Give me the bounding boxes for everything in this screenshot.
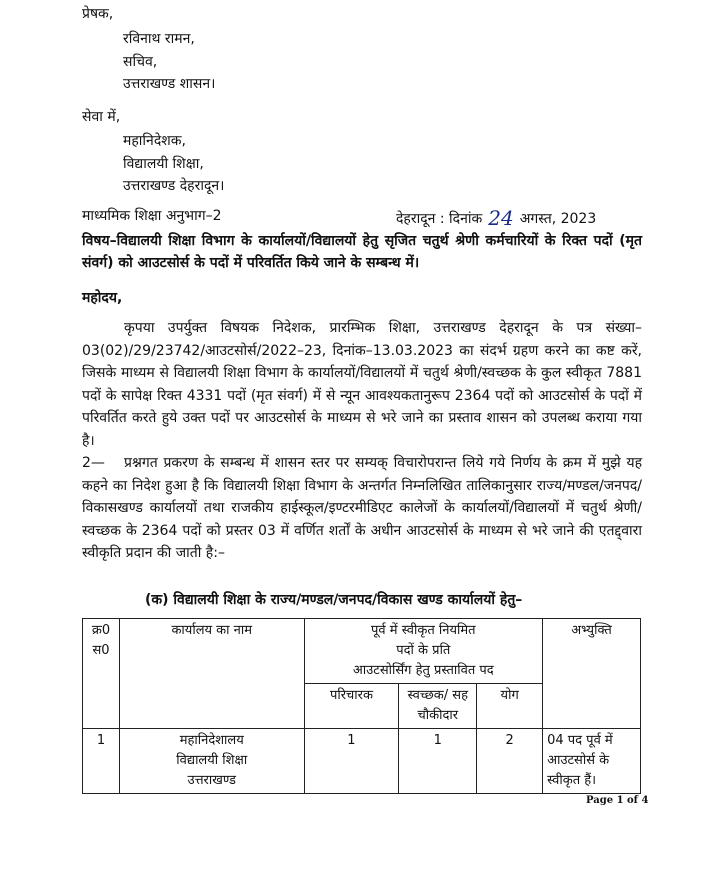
recipient-title: महानिदेशक, bbox=[123, 133, 186, 149]
sender-designation: सचिव, bbox=[123, 54, 158, 70]
col-office-header: कार्यालय का नाम bbox=[119, 619, 304, 729]
col-remark-header: अभ्युक्ति bbox=[543, 619, 641, 729]
paragraph-2 bbox=[82, 452, 642, 565]
col-group-line-1: पूर्व में स्वीकृत नियमित bbox=[371, 623, 476, 638]
cell-office-line-2: विद्यालयी शिक्षा bbox=[176, 753, 248, 768]
table-header-row bbox=[83, 619, 641, 684]
sender-org: उत्तराखण्ड शासन। bbox=[123, 76, 216, 92]
subject-line: विषय–विद्यालयी शिक्षा विभाग के कार्यालयों/विद्यालयों हेतु सृजित चतुर्थ श्रेणी कर्मचारियों के रिक्त पदों (मृत संवर्ग) को आउटसोर्स के पदों में परिवर्तित किये जाने के सम्बन्ध में। bbox=[82, 233, 642, 271]
dateline bbox=[396, 206, 596, 230]
paragraph-2-text: प्रश्नगत प्रकरण के सम्बन्ध में शासन स्तर पर सम्यक् विचारोपरान्त लिये गये निर्णय के क्रम में मुझे यह कहने का निदेश हुआ है कि विद्यालयी शिक्षा विभाग के अन्तर्गत निम्नलिखित तालिकानुसार राज्य/मण्डल/जनपद/विकासखण्ड कार्यालयों तथा राजकीय हाईस्कूल/इण्टरमीडिएट कालेजों के कार्यालयों/विद्यालयों में चतुर्थ श्रेणी/स्वच्छक के 2364 पदों को प्रस्तर 03 में वर्णित शर्तों के अधीन आउटसोर्स के माध्यम से भरे जाने की एतद्द्वारा स्वीकृति प्रदान की जाती है:– bbox=[82, 455, 642, 561]
posts-table bbox=[82, 618, 641, 794]
sender-name: रविनाथ रामन, bbox=[123, 31, 195, 47]
recipient-place: उत्तराखण्ड देहरादून। bbox=[123, 178, 225, 194]
col-group-line-2: पदों के प्रति bbox=[396, 643, 451, 658]
cell-total: 2 bbox=[477, 729, 543, 794]
cell-office bbox=[119, 729, 304, 794]
col-total-header: योग bbox=[477, 684, 543, 729]
cell-office-line-3: उत्तराखण्ड bbox=[187, 773, 237, 788]
recipient-label: सेवा में, bbox=[82, 109, 121, 125]
cell-remark: 04 पद पूर्व में आउटसोर्स के स्वीकृत हैं। bbox=[543, 729, 641, 794]
col-attendant-header: परिचारक bbox=[304, 684, 399, 729]
col-cleaner-header: स्वच्छक/ सह चौकीदार bbox=[399, 684, 477, 729]
table-heading: (क) विद्यालयी शिक्षा के राज्य/मण्डल/जनपद/विकास खण्ड कार्यालयों हेतु– bbox=[145, 592, 523, 608]
col-sno-header: क्र0 स0 bbox=[83, 619, 120, 729]
recipient-dept: विद्यालयी शिक्षा, bbox=[123, 156, 204, 172]
salutation: महोदय, bbox=[82, 290, 123, 306]
page-number: Page 1 of 4 bbox=[586, 795, 649, 806]
col-group-header bbox=[304, 619, 543, 684]
cell-cleaner: 1 bbox=[399, 729, 477, 794]
sender-label: प्रेषक, bbox=[82, 6, 114, 22]
cell-sno: 1 bbox=[83, 729, 120, 794]
paragraph-1: कृपया उपर्युक्त विषयक निदेशक, प्रारम्भिक शिक्षा, उत्तराखण्ड देहरादून के पत्र संख्या–03(02)/29/23742/आउटसोर्स/2022–23, दिनांक–13.03.2023 का संदर्भ ग्रहण करने का कष्ट करें, जिसके माध्यम से विद्यालयी शिक्षा विभाग के कार्यालयों/विद्यालयों में चतुर्थ श्रेणी/स्वच्छक के कुल स्वीकृत 7881 पदों के सापेक्ष रिक्त 4331 पदों (मृत संवर्ग) में से न्यून आवश्यकतानुरूप 2364 पदों को आउटसोर्स के पदों में परिवर्तित करते हुये उक्त पदों पर आउटसोर्स के माध्यम से भरे जाने का प्रस्ताव शासन को उपलब्ध कराया गया है। bbox=[82, 320, 642, 449]
paragraph-2-number: 2— bbox=[82, 455, 105, 471]
section-name: माध्यमिक शिक्षा अनुभाग–2 bbox=[82, 208, 222, 224]
dateline-place: देहरादून : दिनांक bbox=[396, 211, 483, 227]
dateline-month-year: अगस्त, 2023 bbox=[519, 211, 597, 227]
cell-attendant: 1 bbox=[304, 729, 399, 794]
handwritten-day: 24 bbox=[488, 206, 514, 230]
cell-office-line-1: महानिदेशालय bbox=[179, 733, 244, 748]
col-group-line-3: आउटसोर्सिंग हेतु प्रस्तावित पद bbox=[352, 663, 494, 678]
table-row bbox=[83, 729, 641, 794]
